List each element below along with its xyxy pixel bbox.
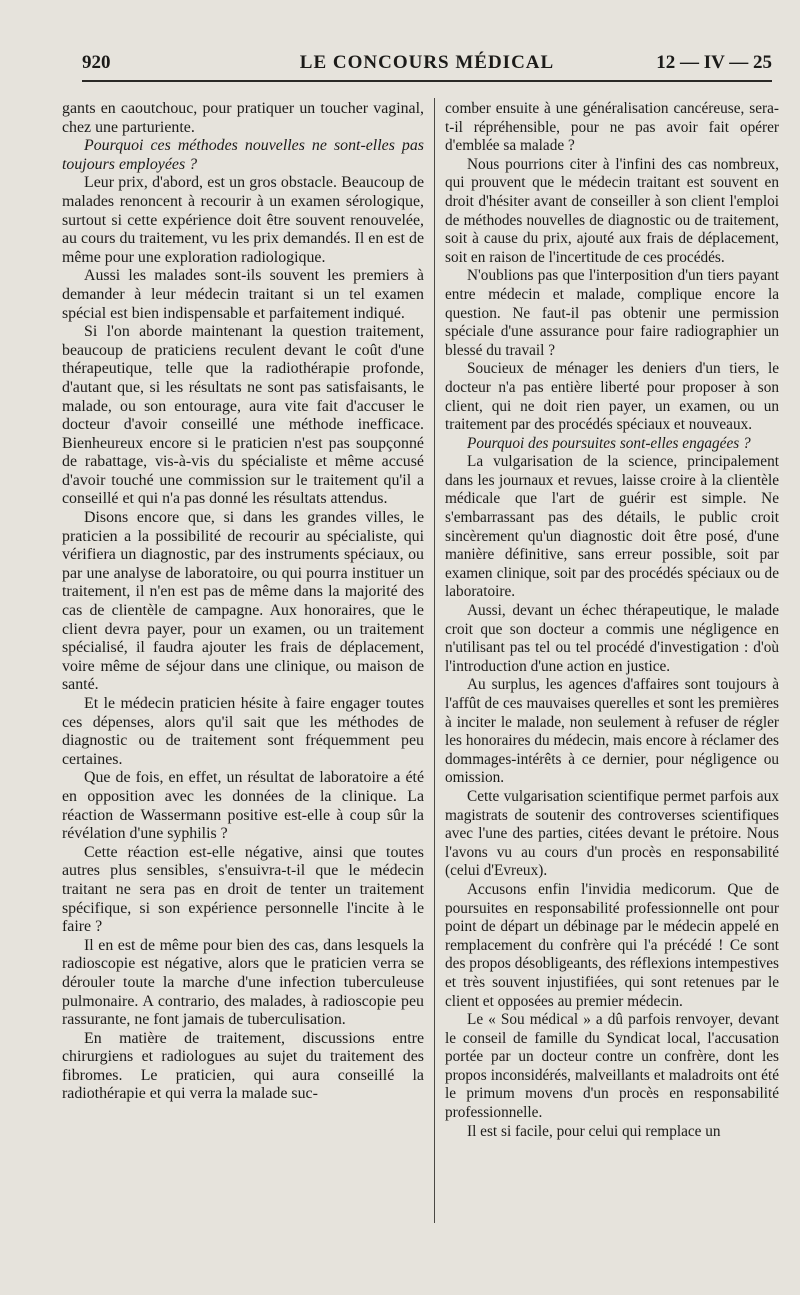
right-column — [445, 100, 779, 1220]
paragraph: Soucieux de ménager les deniers d'un tiers, le docteur n'a pas entière liberté pour proposer à son client, qui ne doit rien payer, un examen, ou un traitement par des procédés spéciaux et nouveaux. — [445, 360, 779, 434]
journal-title: LE CONCOURS MÉDICAL — [299, 52, 555, 73]
paragraph: N'oublions pas que l'interposition d'un tiers payant entre médecin et malade, complique encore la question. Ne faut-il pas obtenir une permission spéciale d'une assurance pour faire radiographier un blessé du travail ? — [445, 267, 779, 359]
paragraph: Accusons enfin l'invidia medicorum. Que de poursuites en responsabilité professionnelle ont pour point de départ un débinage par le médecin appelé en remplacement du confrère qui l'a précédé ! Ce sont des propos désobligeants, des réflexions intempestives et très souvent injustifiées, qui sont retenues par le client et opposées au premier médecin. — [445, 880, 779, 1010]
paragraph: Leur prix, d'abord, est un gros obstacle. Beaucoup de malades renoncent à recourir à un examen sérologique, surtout si cette expérience doit être souvent renouvelée, au cours du traitement, vu les prix demandés. Il en est de même pour une exploration radiologique. — [62, 174, 424, 266]
issue-date: 12 — IV — 25 — [656, 52, 772, 73]
paragraph: Au surplus, les agences d'affaires sont toujours à l'affût de ces mauvaises querelles et sont les premières à inciter le malade, non seulement à refuser de régler les honoraires du médecin, mais encore à réclamer des dommages-intérêts à ce dernier, pour négligence ou omission. — [445, 676, 779, 787]
paragraph: Nous pourrions citer à l'infini des cas nombreux, qui prouvent que le médecin traitant est souvent en droit d'hésiter avant de conseiller à son client l'emploi de méthodes nouvelles de diagnostic ou de traitement, soit à cause du prix, ajouté aux frais de déplacement, soit en raison de l'incertitude de ces procédés. — [445, 155, 779, 266]
left-column — [62, 100, 424, 1220]
header-rule — [82, 80, 772, 82]
paragraph: Que de fois, en effet, un résultat de laboratoire a été en opposition avec les données de la clinique. La réaction de Wassermann positive est-elle à coup sûr la révélation d'une syphilis ? — [62, 769, 424, 843]
paragraph: Cette vulgarisation scientifique permet parfois aux magistrats de soutenir des controverses scientifiques avec l'une des parties, citées devant le prétoire. Nous l'avons vu au cours d'un procès en responsabilité (celui d'Evreux). — [445, 787, 779, 880]
paragraph: Aussi les malades sont-ils souvent les premiers à demander à leur médecin traitant si un tel examen spécial est bien indispensable et parfaitement indiqué. — [62, 267, 424, 322]
page-number: 920 — [82, 52, 111, 73]
paragraph: Si l'on aborde maintenant la question traitement, beaucoup de praticiens reculent devant le coût d'une thérapeutique, telle que la radiothérapie profonde, d'autant que, si les résultats ne sont pas satisfaisants, le malade, ou son entourage, aura vite fait d'accuser le docteur d'avoir conseillé une méthode inefficace. Bienheureux encore si le praticien n'est pas soupçonné de rabattage, vis-à-vis du spécialiste et même accusé d'avoir touché une commission sur le traitement qu'il a conseillé et qui n'a pas donné les résultats attendus. — [62, 323, 424, 508]
paragraph: gants en caoutchouc, pour pratiquer un toucher vaginal, chez une parturiente. — [62, 100, 424, 136]
paragraph: comber ensuite à une généralisation cancéreuse, sera-t-il répréhensible, pour ne pas avoir fait opérer d'emblée sa malade ? — [445, 100, 779, 155]
paragraph: Disons encore que, si dans les grandes villes, le praticien a la possibilité de recourir au spécialiste, qui vérifiera un diagnostic, par des instruments spéciaux, ou par une analyse de laboratoire, ou qui pourra instituer un traitement, il n'en est pas de même dans la majorité des cas de clientèle de campagne. Aux honoraires, que le client devra payer, pour un examen, ou un traitement spécialisé, il faudra ajouter les frais de déplacement, voire même de séjour dans une clinique, ou maison de santé. — [62, 509, 424, 694]
paragraph: Il en est de même pour bien des cas, dans lesquels la radioscopie est négative, alors que le praticien verra se dérouler toute la marche d'une infection tuberculeuse pulmonaire. A contrario, des malades, à radioscopie peu rassurante, ne font jamais de tuberculisation. — [62, 936, 424, 1029]
paragraph: En matière de traitement, discussions entre chirurgiens et radiologues au sujet du traitement des fibromes. Le praticien, qui aura conseillé la radiothérapie et qui verra la malade suc- — [62, 1029, 424, 1103]
paragraph: Cette réaction est-elle négative, ainsi que toutes autres plus sensibles, s'ensuivra-t-il que le médecin traitant ne sera pas en droit de tenter un traitement spécifique, si son expérience personnelle l'incite à le faire ? — [62, 843, 424, 936]
page-header — [82, 50, 772, 80]
paragraph: Il est si facile, pour celui qui remplace un — [467, 1122, 721, 1140]
paragraph: Aussi, devant un échec thérapeutique, le malade croit que son docteur a commis une négligence en n'utilisant pas tel ou tel procédé d'investigation : d'où l'introduction d'une action en justice. — [445, 602, 779, 675]
paragraph: Le « Sou médical » a dû parfois renvoyer, devant le conseil de famille du Syndicat local, l'accusation portée par un docteur contre un confrère, dont les propos inconsidérés, malveillants et maladroits ont été le primum movens d'un procès en responsabilité professionnelle. — [445, 1011, 779, 1122]
section-question: Pourquoi ces méthodes nouvelles ne sont-elles pas toujours employées ? — [62, 137, 424, 173]
column-divider — [434, 98, 435, 1223]
paragraph: La vulgarisation de la science, principalement dans les journaux et revues, laisse croire à la clientèle médicale que l'art de guérir est simple. Ne s'embarrassant pas des détails, le public croit sincèrement qu'un diagnostic doit être posé, d'une manière définitive, sans erreur possible, soit par examen clinique, soit par des procédés spéciaux ou de laboratoire. — [445, 453, 779, 601]
section-question: Pourquoi des poursuites sont-elles engagées ? — [467, 434, 751, 452]
paragraph: Et le médecin praticien hésite à faire engager toutes ces dépenses, alors qu'il sait que les méthodes de diagnostic ou de traitement sont fréquemment peu certaines. — [62, 695, 424, 768]
